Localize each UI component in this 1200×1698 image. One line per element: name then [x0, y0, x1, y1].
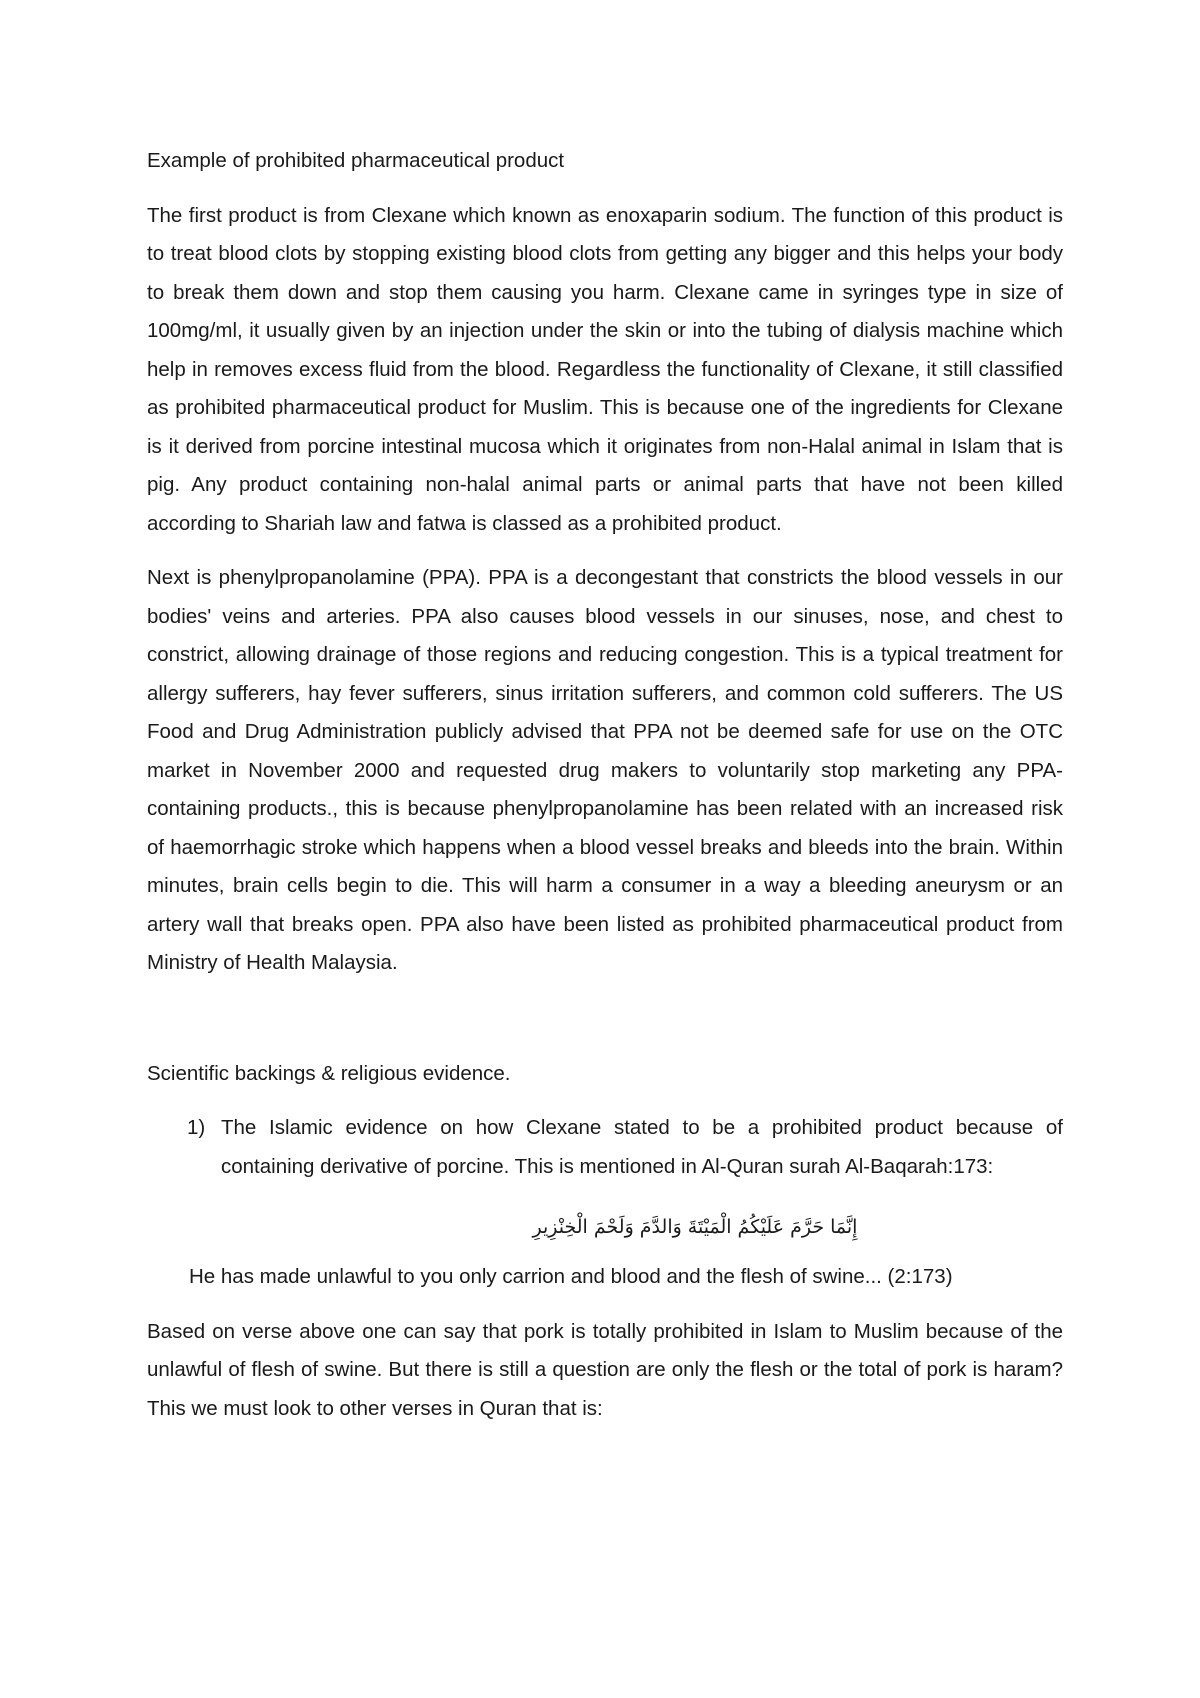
list-item — [147, 1109, 1063, 1186]
list-text: The Islamic evidence on how Clexane stated to be a prohibited product because of containing derivative of porcine. This is mentioned in Al-Quran surah Al-Baqarah:173: — [221, 1116, 1063, 1178]
paragraph-conclusion: Based on verse above one can say that pork is totally prohibited in Islam to Muslim because of the unlawful of flesh of swine. But there is still a question are only the flesh or the total of pork is haram? This we must look to other verses in Quran that is: — [147, 1319, 1063, 1420]
document-heading: Example of prohibited pharmaceutical product — [147, 149, 565, 172]
section-heading: Scientific backings & religious evidence. — [147, 1061, 511, 1085]
arabic-verse: إِنَّمَا حَرَّمَ عَلَيْكُمُ الْمَيْتَةَ وَالدَّمَ وَلَحْمَ الْخِنْزِيرِ — [532, 1216, 858, 1238]
document-page — [147, 142, 1063, 1428]
paragraph-clexane: The first product is from Clexane which known as enoxaparin sodium. The function of this product is to treat blood clots by stopping existing blood clots from getting any bigger and this helps your body to break them down and stop them causing you harm. Clexane came in syringes type in size of 100mg/ml, it usually given by an injection under the skin or into the tubing of dialysis machine which help in removes excess fluid from the blood. Regardless the functionality of Clexane, it still classified as prohibited pharmaceutical product for Muslim. This is because one of the ingredients for Clexane is it derived from porcine intestinal mucosa which it originates from non-Halal animal in Islam that is pig. Any product containing non-halal animal parts or animal parts that have not been killed according to Shariah law and fatwa is classed as a prohibited product. — [147, 203, 1063, 535]
list-number: 1) — [187, 1116, 206, 1139]
paragraph-ppa: Next is phenylpropanolamine (PPA). PPA is a decongestant that constricts the blood vessels in our bodies' veins and arteries. PPA also causes blood vessels in our sinuses, nose, and chest to constrict, allowing drainage of those regions and reducing congestion. This is a typical treatment for allergy sufferers, hay fever sufferers, sinus irritation sufferers, and common cold sufferers. The US Food and Drug Administration publicly advised that PPA not be deemed safe for use on the OTC market in November 2000 and requested drug makers to voluntarily stop marketing any PPA-containing products., this is because phenylpropanolamine has been related with an increased risk of haemorrhagic stroke which happens when a blood vessel breaks and bleeds into the brain. Within minutes, brain cells begin to die. This will harm a consumer in a way a bleeding aneurysm or an artery wall that breaks open. PPA also have been listed as prohibited pharmaceutical product from Ministry of Health Malaysia. — [147, 566, 1063, 974]
verse-translation: He has made unlawful to you only carrion and blood and the flesh of swine... (2:173) — [189, 1265, 953, 1288]
